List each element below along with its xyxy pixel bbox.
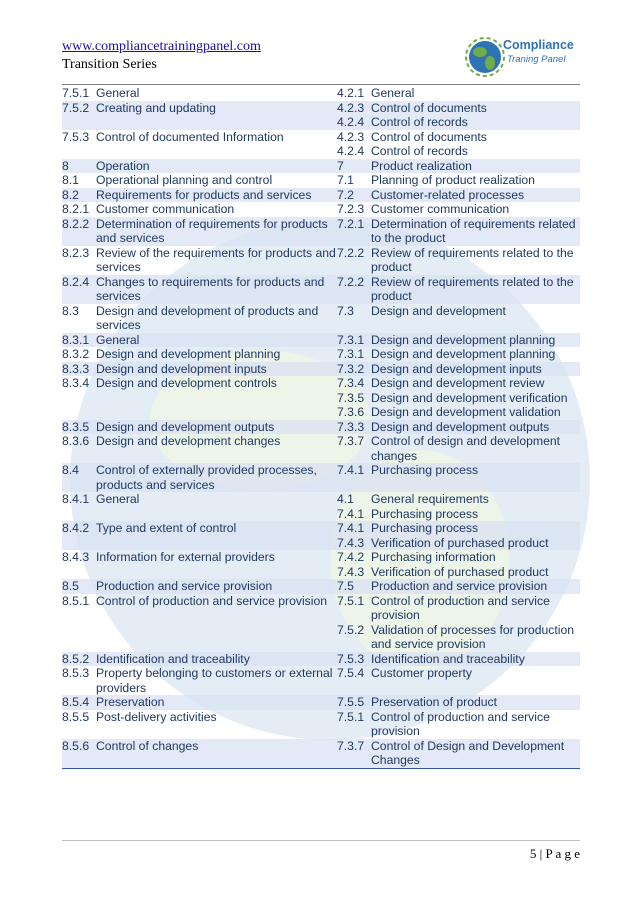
iso-2015-clause-cell xyxy=(62,710,337,739)
clause-number: 8.5.4 xyxy=(62,695,90,709)
iso-2015-clause-cell xyxy=(62,420,337,435)
clause-entry xyxy=(62,246,337,275)
clause-entry xyxy=(337,144,580,159)
clause-title: Design and development inputs xyxy=(371,361,542,376)
table-row xyxy=(62,188,580,203)
company-logo xyxy=(465,35,580,79)
clause-entry xyxy=(337,86,580,101)
table-row xyxy=(62,246,580,275)
clause-number: 7.5 xyxy=(337,579,354,593)
table-row xyxy=(62,173,580,188)
clause-entry xyxy=(62,550,337,565)
iso-2008-clause-cell xyxy=(337,550,580,579)
table-row xyxy=(62,159,580,174)
iso-2015-clause-cell xyxy=(62,101,337,130)
clause-entry xyxy=(337,275,580,304)
clause-title: Operation xyxy=(96,158,150,173)
clause-number: 7.3.7 xyxy=(337,738,365,753)
iso-2015-clause-cell xyxy=(62,376,337,420)
table-row xyxy=(62,333,580,348)
clause-number: 4.1 xyxy=(337,492,354,506)
clause-title: Design and development planning xyxy=(96,347,281,361)
iso-2008-clause-cell xyxy=(337,739,580,769)
clause-number: 7.3.2 xyxy=(337,361,365,376)
iso-2015-clause-cell xyxy=(62,159,337,174)
table-row xyxy=(62,101,580,130)
clause-title: Requirements for products and services xyxy=(96,187,312,202)
clause-title: Control of production and service provision xyxy=(96,593,328,608)
iso-2008-clause-cell xyxy=(337,666,580,695)
iso-2015-clause-cell xyxy=(62,579,337,594)
clause-title: Design and development xyxy=(371,303,506,318)
clause-entry xyxy=(62,710,337,725)
clause-number: 8.5 xyxy=(62,579,79,593)
clause-number: 8.3.6 xyxy=(62,434,90,448)
clause-entry xyxy=(337,579,580,594)
clause-number: 7.5.2 xyxy=(337,622,365,637)
table-row xyxy=(62,710,580,739)
iso-2008-clause-cell xyxy=(337,347,580,362)
clause-entry xyxy=(62,739,337,754)
clause-entry xyxy=(62,86,337,101)
clause-number: 7.4.3 xyxy=(337,535,365,550)
clause-title: Design and development planning xyxy=(371,347,556,361)
iso-2008-clause-cell xyxy=(337,275,580,304)
clause-entry xyxy=(62,333,337,348)
iso-2008-clause-cell xyxy=(337,159,580,174)
clause-number: 7.3.5 xyxy=(337,390,365,405)
clause-entry xyxy=(337,391,580,406)
iso-2015-clause-cell xyxy=(62,594,337,652)
clause-entry xyxy=(337,217,580,246)
clause-entry xyxy=(62,594,337,609)
clause-number: 7.4.1 xyxy=(337,463,365,477)
clause-number: 8.5.1 xyxy=(62,593,90,608)
clause-entry xyxy=(337,521,580,536)
iso-2015-clause-cell xyxy=(62,666,337,695)
clause-entry xyxy=(337,159,580,174)
clause-entry xyxy=(337,188,580,203)
clause-number: 7.5.1 xyxy=(337,593,365,608)
clause-entry xyxy=(337,492,580,507)
table-row xyxy=(62,492,580,521)
clause-number: 7.2.1 xyxy=(337,216,365,231)
clause-number: 8 xyxy=(62,158,69,173)
clause-title: Customer-related processes xyxy=(371,187,525,202)
clause-number: 8.2.4 xyxy=(62,274,90,289)
clause-number: 4.2.4 xyxy=(337,115,365,129)
clause-entry xyxy=(337,362,580,377)
iso-2015-clause-cell xyxy=(62,521,337,550)
clause-entry xyxy=(337,695,580,710)
clause-entry xyxy=(337,550,580,565)
clause-entry xyxy=(337,652,580,667)
clause-title: Type and extent of control xyxy=(96,521,237,535)
table-row xyxy=(62,695,580,710)
clause-title: Design and development controls xyxy=(96,376,277,390)
clause-entry xyxy=(337,376,580,391)
iso-2008-clause-cell xyxy=(337,463,580,492)
iso-2015-clause-cell xyxy=(62,333,337,348)
clause-title: Review of the requirements for products and services xyxy=(96,245,336,274)
clause-title: Control of changes xyxy=(96,738,199,753)
clause-title: Control of documents xyxy=(371,100,487,115)
clause-title: Design and development changes xyxy=(96,434,281,448)
clause-entry xyxy=(337,710,580,739)
clause-title: Post-delivery activities xyxy=(96,709,217,724)
clause-number: 8.3 xyxy=(62,303,79,318)
table-row xyxy=(62,86,580,101)
clause-entry xyxy=(337,565,580,580)
clause-title: General requirements xyxy=(371,492,489,506)
iso-2008-clause-cell xyxy=(337,188,580,203)
clause-entry xyxy=(62,666,337,695)
iso-2008-clause-cell xyxy=(337,362,580,377)
iso-2008-clause-cell xyxy=(337,304,580,333)
clause-number: 8.4.2 xyxy=(62,521,90,535)
table-row xyxy=(62,130,580,159)
clause-title: Preservation of product xyxy=(371,695,498,709)
globe-icon xyxy=(465,35,505,79)
clause-title: Control of Design and Development Changes xyxy=(371,738,565,767)
clause-title: Validation of processes for production and service provision xyxy=(371,622,575,651)
clause-number: 8.3.4 xyxy=(62,376,90,390)
table-row xyxy=(62,463,580,492)
clause-number: 7.3.4 xyxy=(337,376,365,390)
clause-number: 8.3.2 xyxy=(62,347,90,361)
iso-2015-clause-cell xyxy=(62,362,337,377)
iso-2015-clause-cell xyxy=(62,550,337,579)
clause-title: Control of documents xyxy=(371,129,487,144)
clause-entry xyxy=(62,347,337,362)
clause-number: 7.4.2 xyxy=(337,550,365,564)
clause-number: 7.5.1 xyxy=(62,86,90,100)
series-title: Transition Series xyxy=(62,57,157,72)
clause-entry xyxy=(337,347,580,362)
clause-entry xyxy=(337,463,580,478)
clause-number: 7.5.4 xyxy=(337,666,365,680)
clause-entry xyxy=(62,159,337,174)
clause-title: Review of requirements related to the product xyxy=(371,245,574,274)
clause-entry xyxy=(62,420,337,435)
iso-2015-clause-cell xyxy=(62,492,337,521)
iso-2008-clause-cell xyxy=(337,434,580,463)
clause-entry xyxy=(62,376,337,391)
iso-2015-clause-cell xyxy=(62,463,337,492)
clause-entry xyxy=(337,623,580,652)
clause-title: Planning of product realization xyxy=(371,173,535,187)
clause-number: 7.3.7 xyxy=(337,434,365,448)
clause-mapping-table xyxy=(62,86,580,769)
iso-2015-clause-cell xyxy=(62,202,337,217)
clause-entry xyxy=(62,217,337,246)
clause-number: 7.5.3 xyxy=(62,129,90,144)
clause-number: 7.5.2 xyxy=(62,100,90,115)
clause-title: Purchasing information xyxy=(371,550,496,564)
clause-number: 4.2.4 xyxy=(337,144,365,158)
clause-entry xyxy=(337,739,580,768)
logo-subtitle: Traning Panel xyxy=(507,54,566,65)
table-row xyxy=(62,666,580,695)
clause-number: 8.3.5 xyxy=(62,419,90,434)
iso-2015-clause-cell xyxy=(62,173,337,188)
clause-entry xyxy=(337,434,580,463)
clause-number: 8.2.1 xyxy=(62,202,90,216)
iso-2008-clause-cell xyxy=(337,579,580,594)
clause-number: 8.4.3 xyxy=(62,550,90,564)
iso-2008-clause-cell xyxy=(337,333,580,348)
clause-title: Changes to requirements for products and services xyxy=(96,274,325,303)
clause-entry xyxy=(62,521,337,536)
clause-number: 8.5.6 xyxy=(62,738,90,753)
clause-title: Purchasing process xyxy=(371,506,479,521)
clause-title: Verification of purchased product xyxy=(371,535,549,550)
iso-2008-clause-cell xyxy=(337,130,580,159)
iso-2015-clause-cell xyxy=(62,652,337,667)
clause-title: Control of production and service provision xyxy=(371,709,550,738)
clause-number: 7.3.3 xyxy=(337,419,365,434)
footer-divider xyxy=(62,840,580,841)
iso-2008-clause-cell xyxy=(337,521,580,550)
clause-number: 7.3.6 xyxy=(337,405,365,419)
page-number: 5 | P a g e xyxy=(529,846,580,861)
clause-title: Determination of requirements related to the product xyxy=(371,216,576,245)
clause-title: Review of requirements related to the product xyxy=(371,274,574,303)
clause-number: 8.1 xyxy=(62,173,79,187)
iso-2015-clause-cell xyxy=(62,130,337,159)
clause-entry xyxy=(62,492,337,507)
clause-entry xyxy=(337,666,580,681)
clause-title: Design and development verification xyxy=(371,390,568,405)
clause-title: Design and development validation xyxy=(371,405,561,419)
table-row xyxy=(62,347,580,362)
iso-2008-clause-cell xyxy=(337,594,580,652)
clause-number: 8.5.2 xyxy=(62,651,90,666)
clause-title: Determination of requirements for products and services xyxy=(96,216,328,245)
clause-number: 4.2.3 xyxy=(337,129,365,144)
iso-2015-clause-cell xyxy=(62,246,337,275)
iso-2015-clause-cell xyxy=(62,86,337,101)
table-row xyxy=(62,217,580,246)
clause-title: Identification and traceability xyxy=(371,651,525,666)
clause-entry xyxy=(337,304,580,319)
clause-title: Property belonging to customers or external providers xyxy=(96,666,333,695)
clause-title: Customer communication xyxy=(371,202,510,216)
clause-title: Control of design and development changes xyxy=(371,434,561,463)
iso-2008-clause-cell xyxy=(337,217,580,246)
clause-title: Preservation xyxy=(96,695,165,709)
clause-number: 7.4.3 xyxy=(337,564,365,579)
clause-number: 7.2 xyxy=(337,187,354,202)
clause-number: 7.5.5 xyxy=(337,695,365,709)
clause-entry xyxy=(337,333,580,348)
table-row xyxy=(62,594,580,652)
clause-entry xyxy=(337,202,580,217)
clause-number: 7.4.1 xyxy=(337,521,365,535)
header-divider xyxy=(62,84,580,85)
clause-number: 8.2.3 xyxy=(62,245,90,260)
clause-title: Design and development outputs xyxy=(371,419,550,434)
clause-entry xyxy=(62,579,337,594)
iso-2008-clause-cell xyxy=(337,492,580,521)
iso-2008-clause-cell xyxy=(337,246,580,275)
table-row xyxy=(62,362,580,377)
clause-title: Identification and traceability xyxy=(96,651,250,666)
clause-title: Design and development review xyxy=(371,376,545,390)
clause-title: General xyxy=(96,332,140,347)
clause-title: Control of production and service provision xyxy=(371,593,550,622)
clause-number: 7.4.1 xyxy=(337,506,365,521)
clause-number: 8.4 xyxy=(62,463,79,477)
clause-title: Creating and updating xyxy=(96,100,216,115)
clause-title: Design and development inputs xyxy=(96,361,267,376)
clause-entry xyxy=(337,130,580,145)
iso-2008-clause-cell xyxy=(337,695,580,710)
iso-2015-clause-cell xyxy=(62,347,337,362)
clause-number: 4.2.1 xyxy=(337,86,365,100)
clause-number: 7.3.1 xyxy=(337,347,365,361)
clause-number: 7.5.1 xyxy=(337,709,365,724)
clause-number: 8.3.3 xyxy=(62,361,90,376)
clause-title: Verification of purchased product xyxy=(371,564,549,579)
iso-2015-clause-cell xyxy=(62,275,337,304)
clause-number: 7.1 xyxy=(337,173,354,187)
clause-number: 8.5.5 xyxy=(62,709,90,724)
clause-entry xyxy=(62,275,337,304)
clause-entry xyxy=(62,434,337,449)
clause-title: General xyxy=(96,86,140,100)
clause-entry xyxy=(62,304,337,333)
iso-2015-clause-cell xyxy=(62,188,337,203)
clause-title: Control of externally provided processes, products and services xyxy=(96,463,317,492)
clause-entry xyxy=(62,463,337,492)
table-row xyxy=(62,420,580,435)
table-row xyxy=(62,550,580,579)
clause-entry xyxy=(62,695,337,710)
clause-entry xyxy=(62,188,337,203)
table-row xyxy=(62,579,580,594)
table-row xyxy=(62,202,580,217)
clause-entry xyxy=(337,420,580,435)
iso-2008-clause-cell xyxy=(337,86,580,101)
clause-number: 8.2 xyxy=(62,187,79,202)
iso-2008-clause-cell xyxy=(337,420,580,435)
iso-2008-clause-cell xyxy=(337,652,580,667)
clause-title: Purchasing process xyxy=(371,463,479,477)
iso-2015-clause-cell xyxy=(62,304,337,333)
clause-number: 8.5.3 xyxy=(62,666,90,680)
clause-title: Design and development of products and services xyxy=(96,303,319,332)
clause-title: Product realization xyxy=(371,158,472,173)
clause-number: 7.2.2 xyxy=(337,245,365,260)
clause-number: 7 xyxy=(337,158,344,173)
clause-title: Design and development outputs xyxy=(96,419,275,434)
iso-2008-clause-cell xyxy=(337,101,580,130)
clause-number: 7.3.1 xyxy=(337,332,365,347)
clause-number: 7.3 xyxy=(337,303,354,318)
clause-entry xyxy=(337,101,580,116)
iso-2008-clause-cell xyxy=(337,376,580,420)
clause-title: Control of records xyxy=(371,144,468,158)
iso-2015-clause-cell xyxy=(62,695,337,710)
clause-entry xyxy=(62,202,337,217)
clause-entry xyxy=(337,594,580,623)
iso-2015-clause-cell xyxy=(62,434,337,463)
clause-number: 8.3.1 xyxy=(62,332,90,347)
clause-number: 8.2.2 xyxy=(62,216,90,231)
iso-2008-clause-cell xyxy=(337,202,580,217)
logo-title: Compliance xyxy=(503,38,574,52)
table-row xyxy=(62,739,580,769)
table-row xyxy=(62,521,580,550)
iso-2008-clause-cell xyxy=(337,173,580,188)
clause-entry xyxy=(62,101,337,116)
table-row xyxy=(62,434,580,463)
table-row xyxy=(62,304,580,333)
clause-title: Production and service provision xyxy=(96,579,273,593)
clause-number: 8.4.1 xyxy=(62,492,90,506)
clause-title: Customer communication xyxy=(96,202,235,216)
clause-title: Control of records xyxy=(371,115,468,129)
clause-entry xyxy=(337,115,580,130)
iso-2015-clause-cell xyxy=(62,217,337,246)
table-row xyxy=(62,275,580,304)
clause-number: 7.2.3 xyxy=(337,202,365,216)
clause-entry xyxy=(62,362,337,377)
clause-title: Design and development planning xyxy=(371,332,556,347)
iso-2015-clause-cell xyxy=(62,739,337,769)
clause-number: 4.2.3 xyxy=(337,100,365,115)
clause-entry xyxy=(337,507,580,522)
clause-entry xyxy=(337,405,580,420)
iso-2008-clause-cell xyxy=(337,710,580,739)
clause-entry xyxy=(62,652,337,667)
clause-number: 7.5.3 xyxy=(337,651,365,666)
clause-entry xyxy=(62,173,337,188)
clause-entry xyxy=(62,130,337,145)
clause-title: Purchasing process xyxy=(371,521,479,535)
clause-title: Information for external providers xyxy=(96,550,275,564)
clause-title: Customer property xyxy=(371,666,472,680)
clause-title: Operational planning and control xyxy=(96,173,273,187)
table-row xyxy=(62,652,580,667)
clause-entry xyxy=(337,173,580,188)
clause-number: 7.2.2 xyxy=(337,274,365,289)
clause-title: Production and service provision xyxy=(371,579,548,593)
clause-title: General xyxy=(371,86,415,100)
clause-title: Control of documented Information xyxy=(96,129,284,144)
table-row xyxy=(62,376,580,420)
clause-title: General xyxy=(96,492,140,506)
website-link[interactable]: www.compliancetrainingpanel.com xyxy=(62,39,261,54)
page-header xyxy=(62,35,582,87)
clause-entry xyxy=(337,536,580,551)
clause-entry xyxy=(337,246,580,275)
